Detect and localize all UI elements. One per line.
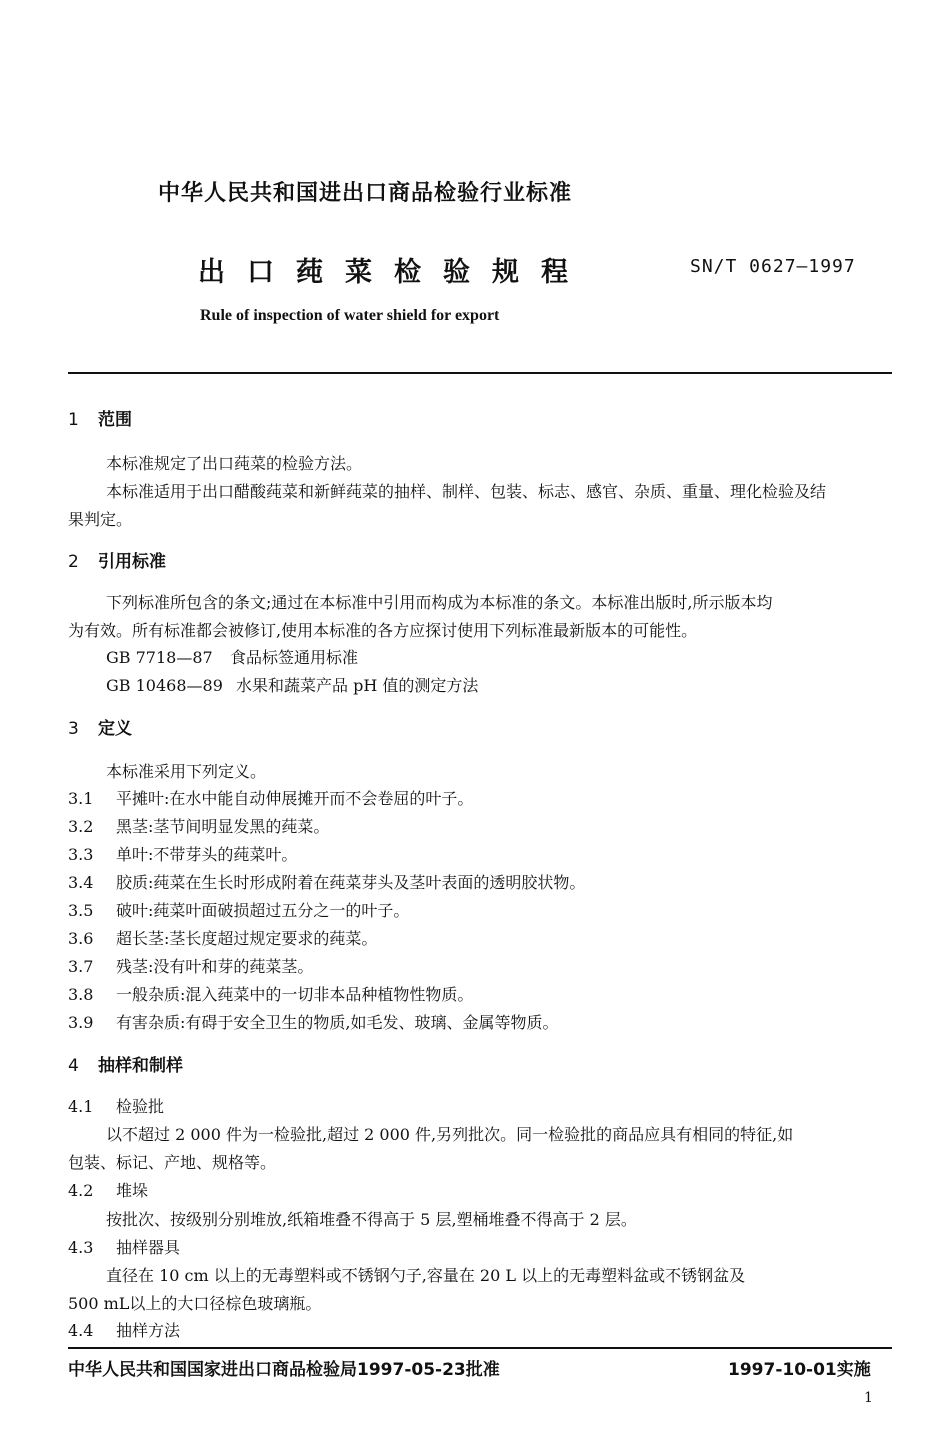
definition-number: 3.5 <box>68 901 94 920</box>
definition-item <box>68 1010 558 1033</box>
paragraph: 下列标准所包含的条文;通过在本标准中引用而构成为本标准的条文。本标准出版时,所示版本均 <box>106 593 773 612</box>
definition-number: 3.4 <box>68 873 94 892</box>
subsection-heading <box>68 1235 180 1258</box>
paragraph: 包装、标记、产地、规格等。 <box>68 1153 277 1172</box>
definition-number: 3.7 <box>68 957 94 976</box>
definition-text: 有害杂质:有碍于安全卫生的物质,如毛发、玻璃、金属等物质。 <box>116 1013 559 1032</box>
definition-number: 3.3 <box>68 845 94 864</box>
definition-number: 3.9 <box>68 1013 94 1032</box>
definition-text: 一般杂质:混入莼菜中的一切非本品种植物性物质。 <box>116 985 474 1004</box>
document-title-english: Rule of inspection of water shield for export <box>200 307 500 324</box>
definition-item <box>68 954 313 977</box>
standard-number: SN/T 0627—1997 <box>690 256 856 277</box>
page-number: 1 <box>864 1390 873 1406</box>
paragraph: 按批次、按级别分别堆放,纸箱堆叠不得高于 5 层,塑桶堆叠不得高于 2 层。 <box>106 1210 637 1229</box>
definition-number: 3.1 <box>68 789 94 808</box>
subsection-number: 4.4 <box>68 1321 94 1340</box>
reference-code: GB 10468—89 <box>106 676 223 695</box>
reference-item <box>106 645 358 668</box>
definition-item <box>68 842 297 865</box>
definition-number: 3.6 <box>68 929 94 948</box>
section-title: 范围 <box>98 410 132 430</box>
definition-text: 超长茎:茎长度超过规定要求的莼菜。 <box>116 929 378 948</box>
section-title: 引用标准 <box>98 552 166 572</box>
section-4-heading <box>68 1051 183 1076</box>
subsection-title: 抽样器具 <box>116 1238 181 1257</box>
approval-line: 中华人民共和国国家进出口商品检验局1997-05-23批准 <box>68 1360 500 1380</box>
section-number: 3 <box>68 719 79 739</box>
subsection-title: 检验批 <box>116 1097 165 1116</box>
issuing-body-heading: 中华人民共和国进出口商品检验行业标准 <box>158 181 573 206</box>
paragraph: 为有效。所有标准都会被修订,使用本标准的各方应探讨使用下列标准最新版本的可能性。 <box>68 621 698 640</box>
subsection-heading <box>68 1178 148 1201</box>
effective-date: 1997-10-01实施 <box>728 1360 871 1380</box>
paragraph: 本标准规定了出口莼菜的检验方法。 <box>106 454 363 473</box>
paragraph: 本标准采用下列定义。 <box>106 762 267 781</box>
definition-text: 单叶:不带芽头的莼菜叶。 <box>116 845 298 864</box>
section-3-heading <box>68 714 132 739</box>
section-1-heading <box>68 405 132 430</box>
subsection-heading <box>68 1094 164 1117</box>
definition-item <box>68 926 377 949</box>
definition-item <box>68 898 409 921</box>
subsection-number: 4.2 <box>68 1181 94 1200</box>
subsection-title: 抽样方法 <box>116 1321 181 1340</box>
definition-text: 破叶:莼菜叶面破损超过五分之一的叶子。 <box>116 901 410 920</box>
definition-number: 3.8 <box>68 985 94 1004</box>
paragraph: 本标准适用于出口醋酸莼菜和新鲜莼菜的抽样、制样、包装、标志、感官、杂质、重量、理化检验及结 <box>106 482 827 501</box>
section-number: 1 <box>68 410 79 430</box>
definition-item <box>68 982 473 1005</box>
definition-number: 3.2 <box>68 817 94 836</box>
section-title: 抽样和制样 <box>98 1056 183 1076</box>
subsection-title: 堆垛 <box>116 1181 149 1200</box>
reference-item <box>106 673 478 696</box>
reference-title: 水果和蔬菜产品 pH 值的测定方法 <box>236 676 479 695</box>
definition-text: 黑茎:茎节间明显发黑的莼菜。 <box>116 817 330 836</box>
paragraph: 以不超过 2 000 件为一检验批,超过 2 000 件,另列批次。同一检验批的商品应具有相同的特征,如 <box>106 1125 794 1144</box>
document-title-chinese: 出口莼菜检验规程 <box>198 257 590 288</box>
reference-code: GB 7718—87 <box>106 648 213 667</box>
subsection-number: 4.3 <box>68 1238 94 1257</box>
definition-text: 残茎:没有叶和芽的莼菜茎。 <box>116 957 314 976</box>
section-title: 定义 <box>98 719 132 739</box>
reference-title: 食品标签通用标准 <box>230 648 359 667</box>
paragraph: 果判定。 <box>68 510 133 529</box>
definition-text: 胶质:莼菜在生长时形成附着在莼菜芽头及茎叶表面的透明胶状物。 <box>116 873 586 892</box>
subsection-number: 4.1 <box>68 1097 94 1116</box>
section-2-heading <box>68 547 166 572</box>
paragraph: 直径在 10 cm 以上的无毒塑料或不锈钢勺子,容量在 20 L 以上的无毒塑料盆或不锈钢盆及 <box>106 1266 746 1285</box>
paragraph: 500 mL以上的大口径棕色玻璃瓶。 <box>68 1294 322 1313</box>
footer-divider <box>68 1347 892 1349</box>
section-number: 4 <box>68 1056 79 1076</box>
definition-text: 平摊叶:在水中能自动伸展摊开而不会卷屈的叶子。 <box>116 789 474 808</box>
definition-item <box>68 870 585 893</box>
section-number: 2 <box>68 552 79 572</box>
definition-item <box>68 786 473 809</box>
definition-item <box>68 814 329 837</box>
header-divider <box>68 372 892 374</box>
subsection-heading <box>68 1318 180 1341</box>
